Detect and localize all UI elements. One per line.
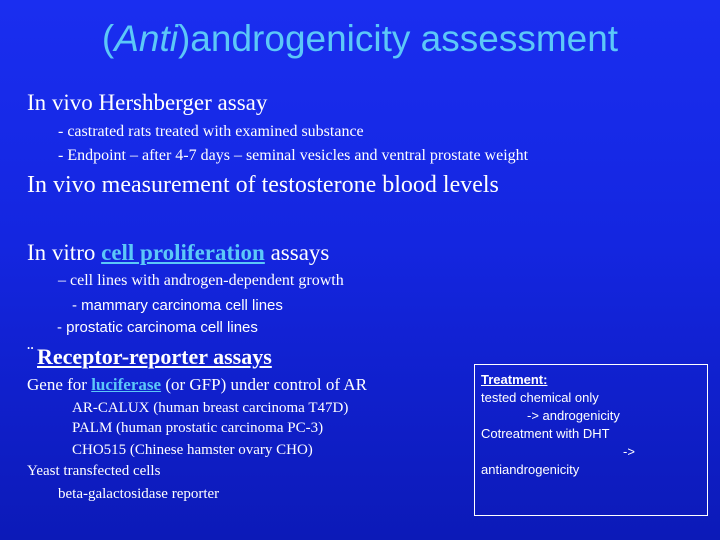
receptor-heading: Receptor-reporter assays (37, 344, 272, 369)
gene-emph: luciferase (91, 375, 162, 394)
in-vitro-heading-emph: cell proliferation (101, 240, 265, 265)
title-prefix: ( (101, 18, 115, 59)
title-rest: )androgenicity assessment (177, 18, 619, 59)
in-vitro-line-1: – cell lines with androgen-dependent growth (58, 272, 344, 289)
in-vitro-line-2: - mammary carcinoma cell lines (72, 297, 283, 314)
gene-line (27, 375, 367, 395)
reporter-line: beta-galactosidase reporter (58, 486, 220, 502)
treatment-line-2: -> androgenicity (527, 408, 620, 423)
testosterone-heading: In vivo measurement of testosterone blood levels (27, 172, 499, 198)
treatment-line-3: Cotreatment with DHT (481, 426, 610, 441)
hershberger-line-1: - castrated rats treated with examined substance (58, 123, 364, 140)
in-vitro-heading (27, 240, 329, 266)
yeast-line: Yeast transfected cells (27, 463, 161, 479)
treatment-line-5: antiandrogenicity (481, 462, 580, 477)
gene-after: (or GFP) under control of AR (161, 375, 367, 394)
cell-line-item: CHO515 (Chinese hamster ovary CHO) (72, 442, 313, 458)
cell-line-item: AR-CALUX (human breast carcinoma T47D) (72, 400, 349, 416)
treatment-header: Treatment: (481, 372, 548, 387)
gene-before: Gene for (27, 375, 92, 394)
treatment-line-1: tested chemical only (481, 390, 599, 405)
receptor-marker: ¨ (27, 343, 34, 365)
cell-line-item: PALM (human prostatic carcinoma PC-3) (72, 420, 324, 436)
in-vitro-heading-before: In vitro (27, 240, 102, 265)
treatment-note-box (474, 364, 708, 516)
hershberger-heading: In vivo Hershberger assay (27, 90, 268, 115)
in-vitro-line-3: - prostatic carcinoma cell lines (57, 319, 258, 336)
title-italic: Anti (114, 18, 178, 59)
in-vitro-heading-after: assays (264, 240, 330, 265)
slide-title (0, 14, 720, 64)
treatment-line-4: -> (623, 444, 635, 459)
hershberger-line-2: - Endpoint – after 4-7 days – seminal vesicles and ventral prostate weight (58, 147, 529, 164)
